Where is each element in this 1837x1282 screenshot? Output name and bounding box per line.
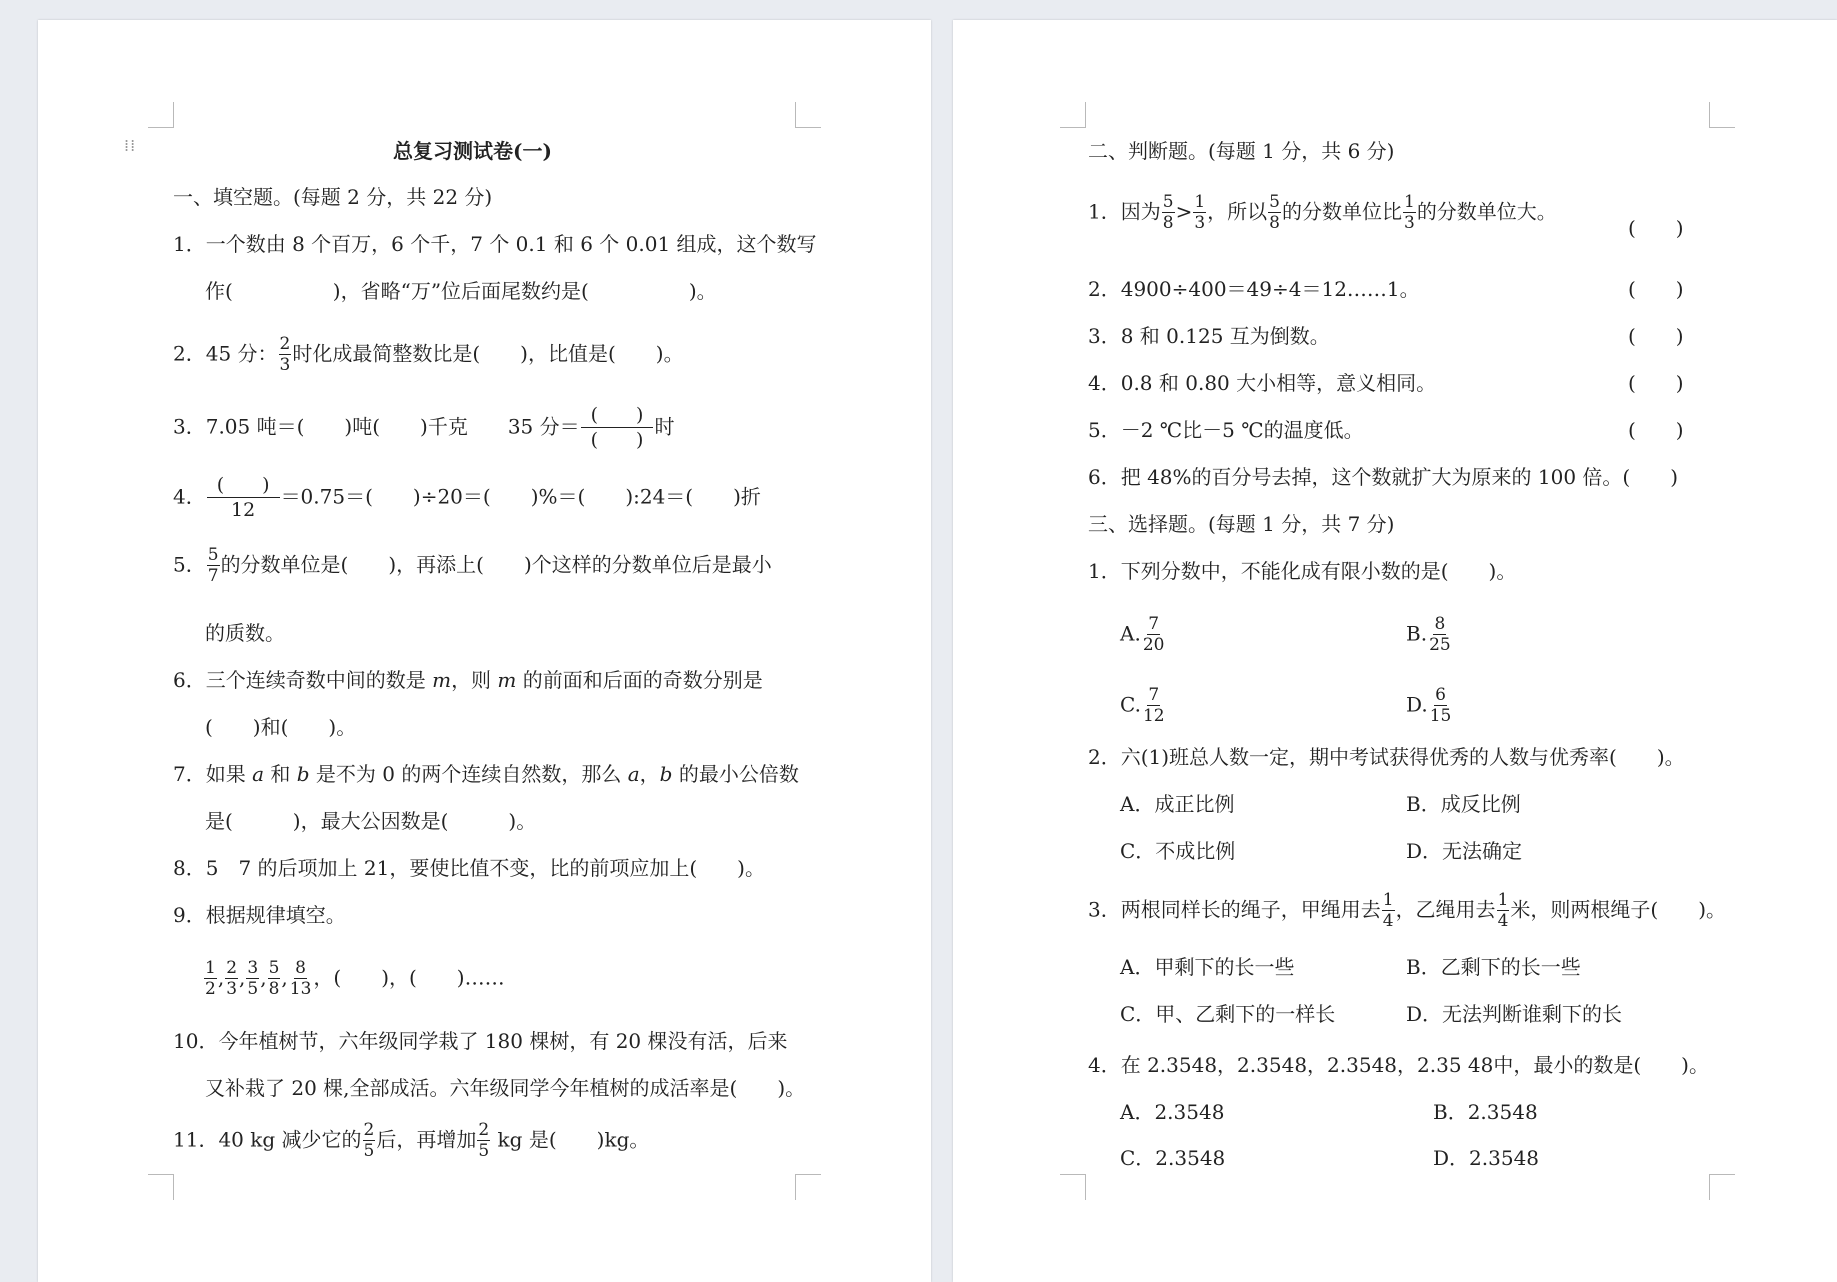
choice-3-text: ，乙绳用去 bbox=[1395, 897, 1496, 922]
choice-3 bbox=[1088, 892, 1726, 930]
numerator: 6 bbox=[1435, 685, 1446, 705]
question-7-line-1 bbox=[173, 759, 799, 789]
question-11-text: 后，再增加 bbox=[376, 1127, 477, 1152]
question-5-line-2: 的质数。 bbox=[205, 621, 285, 645]
drag-handle-icon[interactable]: ⁞⁞ bbox=[124, 136, 137, 155]
crop-mark-bottom-left bbox=[148, 1174, 174, 1200]
page-title: 总复习测试卷(一) bbox=[393, 139, 552, 163]
choice-4: 4．在 2.3548，2.3548，2.3548，2.35 48中，最小的数是( )。 bbox=[1088, 1053, 1709, 1077]
page-left bbox=[38, 20, 931, 1282]
denominator: 12 bbox=[1142, 706, 1165, 726]
choice-2-option-a[interactable]: A．成正比例 bbox=[1120, 792, 1235, 816]
denominator: 8 bbox=[268, 979, 280, 999]
denominator: 5 bbox=[247, 979, 259, 999]
denominator: ( ) bbox=[590, 429, 644, 451]
choice-3-text: 米，则两根绳子( )。 bbox=[1510, 897, 1726, 922]
numerator: 5 bbox=[207, 545, 219, 565]
fraction bbox=[363, 1122, 376, 1160]
crop-mark-bottom-right bbox=[795, 1174, 821, 1200]
numerator: ( ) bbox=[581, 406, 654, 428]
question-11-text: 11．40 kg 减少它的 bbox=[173, 1127, 362, 1152]
blank-fraction bbox=[581, 406, 654, 450]
question-4-text: ＝0.75＝( )÷20＝( )%＝( ):24＝( )折 bbox=[280, 484, 761, 509]
judge-5: 5．－2 ℃比－5 ℃的温度低。 bbox=[1088, 418, 1364, 442]
question-6-line-1 bbox=[173, 665, 763, 695]
choice-1-option-d[interactable] bbox=[1406, 687, 1453, 725]
question-4 bbox=[173, 476, 761, 520]
numerator: 7 bbox=[1148, 614, 1160, 634]
fraction bbox=[1428, 616, 1452, 654]
crop-mark-top-left bbox=[1060, 102, 1086, 128]
question-9-blanks: ，( )，( )…… bbox=[313, 965, 505, 990]
question-4-text: 4． bbox=[173, 484, 206, 509]
fraction bbox=[246, 960, 259, 998]
numerator: 2 bbox=[279, 334, 291, 354]
question-10-line-2: 又补栽了 20 棵,全部成活。六年级同学今年植树的成活率是( )。 bbox=[205, 1076, 806, 1100]
question-7-text: 7．如果 bbox=[173, 762, 253, 786]
variable-a: a bbox=[627, 762, 640, 786]
option-label: D. bbox=[1406, 692, 1428, 717]
question-1-line-2: 作( )，省略“万”位后面尾数约是( )。 bbox=[205, 279, 717, 303]
denominator: 8 bbox=[1269, 213, 1280, 233]
question-10-line-1: 10．今年植树节，六年级同学栽了 180 棵树，有 20 棵没有活，后来 bbox=[173, 1029, 788, 1053]
numerator: 1 bbox=[1403, 192, 1415, 212]
choice-3-option-b[interactable]: B．乙剩下的长一些 bbox=[1406, 955, 1581, 979]
answer-blank[interactable]: ( ) bbox=[1628, 324, 1684, 348]
crop-mark-top-right bbox=[795, 102, 821, 128]
question-8: 8．5 7 的后项加上 21，要使比值不变，比的前项应加上( )。 bbox=[173, 856, 765, 880]
greater-than-sign: > bbox=[1175, 199, 1193, 224]
fraction bbox=[268, 960, 281, 998]
choice-1: 1．下列分数中，不能化成有限小数的是( )。 bbox=[1088, 559, 1517, 583]
choice-4-option-c[interactable]: C．2.3548 bbox=[1120, 1146, 1226, 1170]
fraction bbox=[204, 960, 217, 998]
answer-blank[interactable]: ( ) bbox=[1628, 418, 1684, 442]
numerator: 1 bbox=[1382, 890, 1394, 910]
choice-2-option-d[interactable]: D．无法确定 bbox=[1406, 839, 1523, 863]
crop-mark-bottom-right bbox=[1709, 1174, 1735, 1200]
question-2-text: 2．45 分： bbox=[173, 341, 278, 366]
question-6-text: ，则 bbox=[451, 668, 498, 692]
answer-blank[interactable]: ( ) bbox=[1628, 371, 1684, 395]
numerator: 1 bbox=[1194, 192, 1206, 212]
fraction bbox=[1162, 194, 1175, 232]
crop-mark-top-right bbox=[1709, 102, 1735, 128]
question-6-text: 6．三个连续奇数中间的数是 bbox=[173, 668, 433, 692]
question-11 bbox=[173, 1122, 649, 1160]
judge-4: 4．0.8 和 0.80 大小相等，意义相同。 bbox=[1088, 371, 1437, 395]
variable-m: m bbox=[497, 668, 517, 692]
question-2-text: 时化成最简整数比是( )，比值是( )。 bbox=[292, 341, 684, 366]
judge-1 bbox=[1088, 194, 1557, 232]
denominator: 2 bbox=[205, 979, 216, 999]
question-7-text: 和 bbox=[264, 762, 297, 786]
judge-2: 2．4900÷400＝49÷4＝12……1。 bbox=[1088, 277, 1420, 301]
judge-3: 3．8 和 0.125 互为倒数。 bbox=[1088, 324, 1330, 348]
choice-2: 2．六(1)班总人数一定，期中考试获得优秀的人数与优秀率( )。 bbox=[1088, 745, 1685, 769]
question-3-text: 时 bbox=[654, 414, 675, 439]
question-9: 9．根据规律填空。 bbox=[173, 903, 346, 927]
question-5-text: 5． bbox=[173, 552, 206, 577]
denominator: 12 bbox=[231, 499, 256, 521]
denominator: 3 bbox=[279, 355, 291, 375]
denominator: 3 bbox=[226, 979, 238, 999]
page-right bbox=[953, 20, 1837, 1282]
denominator: 15 bbox=[1429, 706, 1452, 726]
answer-blank[interactable]: ( ) bbox=[1628, 277, 1684, 301]
option-label: C. bbox=[1120, 692, 1141, 717]
section-true-false-heading: 二、判断题。(每题 1 分，共 6 分) bbox=[1088, 139, 1395, 163]
option-label: B. bbox=[1406, 621, 1428, 646]
denominator: 4 bbox=[1382, 911, 1394, 931]
answer-blank[interactable]: ( ) bbox=[1628, 216, 1684, 240]
variable-b: b bbox=[659, 762, 673, 786]
choice-4-option-a[interactable]: A．2.3548 bbox=[1120, 1100, 1225, 1124]
numerator: 8 bbox=[1434, 614, 1446, 634]
numerator: ( ) bbox=[207, 476, 280, 498]
denominator: 7 bbox=[207, 566, 219, 586]
variable-m: m bbox=[432, 668, 452, 692]
question-7-text: ， bbox=[639, 762, 660, 786]
section-choice-heading: 三、选择题。(每题 1 分，共 7 分) bbox=[1088, 512, 1395, 536]
choice-3-option-c[interactable]: C．甲、乙剩下的一样长 bbox=[1120, 1002, 1336, 1026]
numerator: 5 bbox=[268, 958, 280, 978]
choice-3-option-a[interactable]: A．甲剩下的长一些 bbox=[1120, 955, 1295, 979]
numerator: 8 bbox=[295, 958, 306, 978]
question-6-text: 的前面和后面的奇数分别是 bbox=[516, 668, 763, 692]
fraction bbox=[1497, 892, 1510, 930]
fraction bbox=[279, 336, 292, 374]
numerator: 1 bbox=[205, 958, 216, 978]
question-3 bbox=[173, 406, 674, 450]
choice-3-option-d[interactable]: D．无法判断谁剩下的长 bbox=[1406, 1002, 1623, 1026]
fraction bbox=[1142, 687, 1166, 725]
fraction bbox=[1382, 892, 1395, 930]
crop-mark-top-left bbox=[148, 102, 174, 128]
question-5-text: 的分数单位是( )，再添上( )个这样的分数单位后是最小 bbox=[220, 552, 772, 577]
option-label: A. bbox=[1120, 621, 1141, 646]
question-11-text: kg 是( )kg。 bbox=[491, 1127, 650, 1152]
fraction bbox=[1142, 616, 1166, 654]
judge-1-text: 的分数单位大。 bbox=[1416, 199, 1557, 224]
question-7-line-2: 是( )，最大公因数是( )。 bbox=[205, 809, 537, 833]
fraction bbox=[1429, 687, 1453, 725]
crop-mark-bottom-left bbox=[1060, 1174, 1086, 1200]
judge-1-text: ，所以 bbox=[1207, 199, 1268, 224]
choice-1-option-c[interactable] bbox=[1120, 687, 1167, 725]
numerator: 2 bbox=[363, 1120, 375, 1140]
variable-a: a bbox=[252, 762, 265, 786]
fraction bbox=[1403, 194, 1416, 232]
fraction bbox=[477, 1122, 490, 1160]
question-5-line-1 bbox=[173, 547, 772, 585]
blank-fraction bbox=[207, 476, 280, 520]
question-3-text: 3．7.05 吨＝( )吨( )千克 35 分＝ bbox=[173, 414, 580, 439]
choice-4-option-b[interactable]: B．2.3548 bbox=[1433, 1100, 1538, 1124]
denominator: 13 bbox=[289, 979, 312, 999]
variable-b: b bbox=[296, 762, 310, 786]
denominator: 5 bbox=[363, 1141, 375, 1161]
choice-2-option-c[interactable]: C．不成比例 bbox=[1120, 839, 1236, 863]
fraction bbox=[1268, 194, 1281, 232]
judge-6: 6．把 48%的百分号去掉，这个数就扩大为原来的 100 倍。( ) bbox=[1088, 465, 1679, 489]
fraction bbox=[225, 960, 238, 998]
judge-1-text: 1．因为 bbox=[1088, 199, 1161, 224]
numerator: 5 bbox=[1269, 192, 1280, 212]
choice-4-option-d[interactable]: D．2.3548 bbox=[1433, 1146, 1540, 1170]
denominator: 4 bbox=[1497, 911, 1509, 931]
question-1-line-1: 1．一个数由 8 个百万，6 个千，7 个 0.1 和 6 个 0.01 组成，这个数写 bbox=[173, 232, 817, 256]
denominator: 3 bbox=[1403, 213, 1415, 233]
denominator: 8 bbox=[1162, 213, 1174, 233]
fraction bbox=[1193, 194, 1206, 232]
numerator: 2 bbox=[226, 958, 238, 978]
choice-2-option-b[interactable]: B．成反比例 bbox=[1406, 792, 1521, 816]
numerator: 7 bbox=[1148, 685, 1160, 705]
question-6-line-2: ( )和( )。 bbox=[205, 715, 357, 739]
numerator: 1 bbox=[1497, 890, 1509, 910]
denominator: 3 bbox=[1194, 213, 1206, 233]
section-fill-blank-heading: 一、填空题。(每题 2 分，共 22 分) bbox=[173, 185, 493, 209]
denominator: 5 bbox=[478, 1141, 490, 1161]
question-7-text: 的最小公倍数 bbox=[672, 762, 799, 786]
question-7-text: 是不为 0 的两个连续自然数，那么 bbox=[309, 762, 628, 786]
choice-3-text: 3．两根同样长的绳子，甲绳用去 bbox=[1088, 897, 1381, 922]
denominator: 25 bbox=[1429, 635, 1451, 655]
choice-1-option-a[interactable] bbox=[1120, 616, 1166, 654]
fraction bbox=[207, 547, 220, 585]
numerator: 3 bbox=[247, 958, 259, 978]
numerator: 2 bbox=[478, 1120, 490, 1140]
denominator: 20 bbox=[1142, 635, 1165, 655]
question-9-sequence: $\frac{1}{2}$ , $\frac{2}{3}$ , $\frac{3}{5}$ , $\frac{5}{8}$ , $\frac{8}{13}$ ，( )，( )…… bbox=[205, 958, 505, 999]
choice-1-option-b[interactable] bbox=[1406, 616, 1453, 654]
judge-1-text: 的分数单位比 bbox=[1281, 199, 1402, 224]
numerator: 5 bbox=[1162, 192, 1174, 212]
question-2 bbox=[173, 336, 684, 374]
fraction bbox=[289, 960, 313, 998]
